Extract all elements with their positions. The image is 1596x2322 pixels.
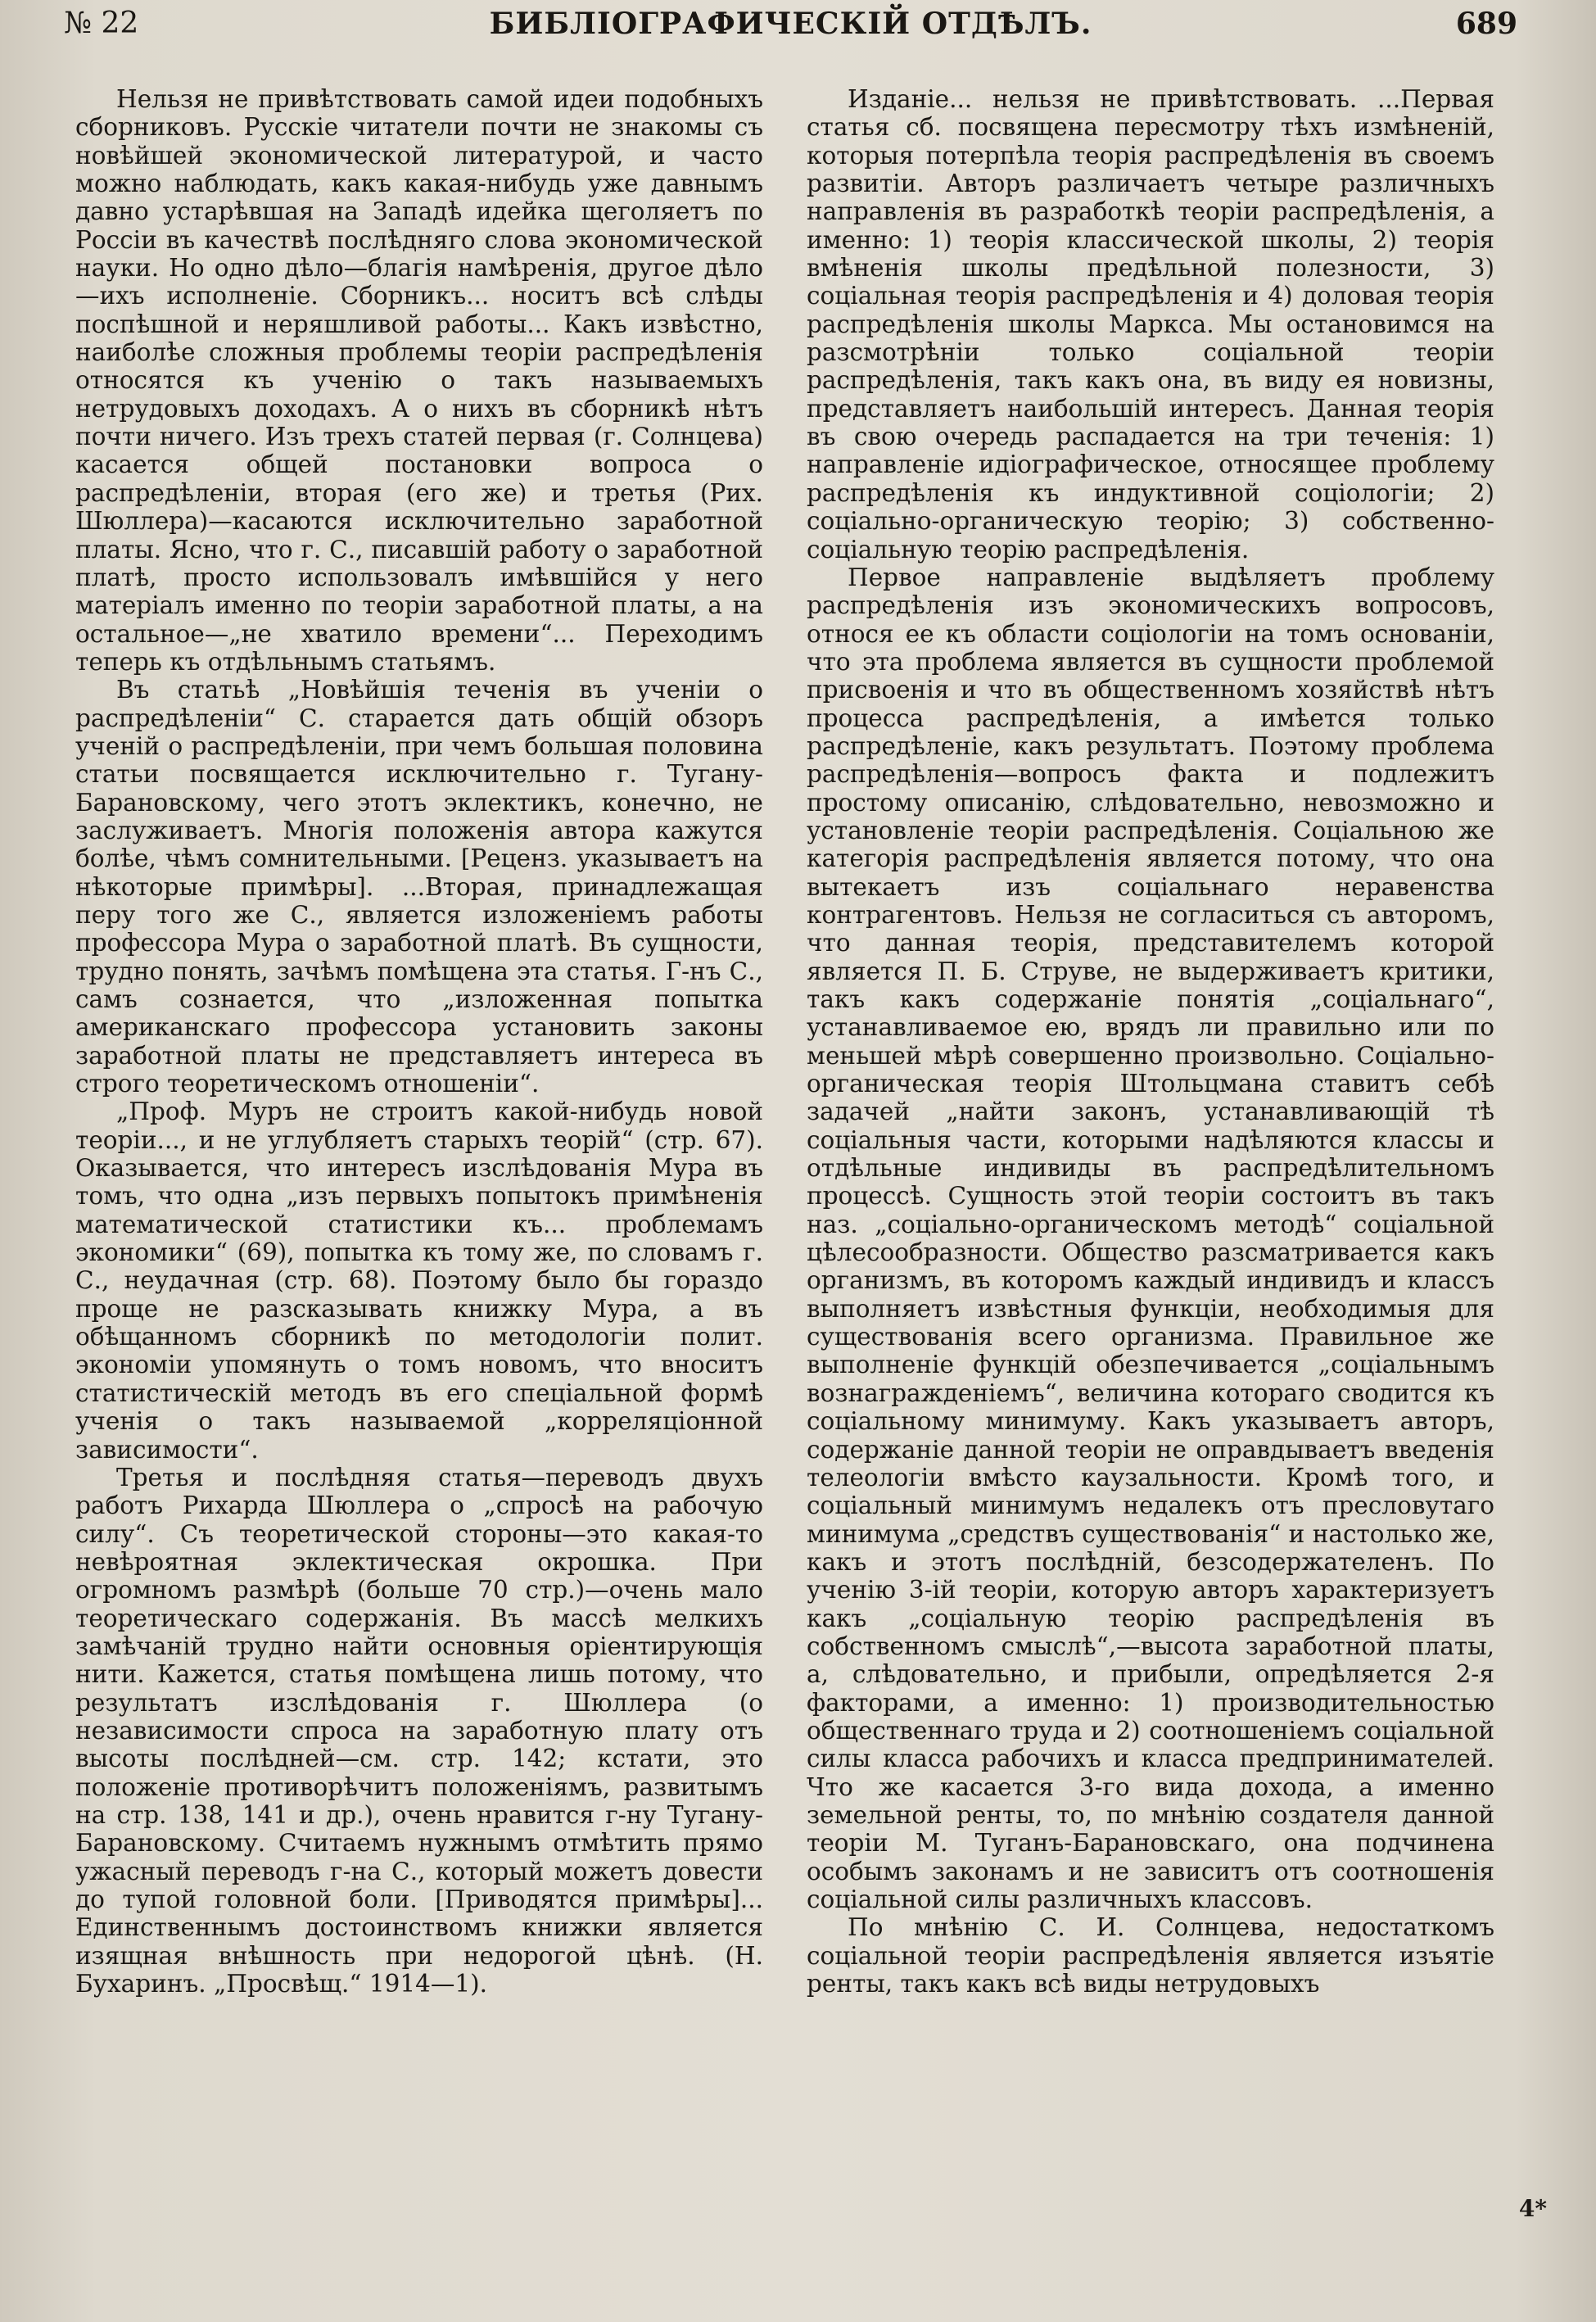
paragraph: Нельзя не привѣтствовать самой идеи подобныхъ сборниковъ. Русскіе читатели почти не знакомы съ новѣйшей экономической литературой, и часто можно наблюдать, какъ какая-нибудь уже давнымъ давно устарѣвшая на Западѣ идейка щеголяетъ по Россіи въ качествѣ послѣдняго слова экономической науки. Но одно дѣло—благія намѣренія, другое дѣло—ихъ исполненіе. Сборникъ... носитъ всѣ слѣды поспѣшной и неряшливой работы... Какъ извѣстно, наиболѣе сложныя проблемы теоріи распредѣленія относятся къ ученію о такъ называемыхъ нетрудовыхъ доходахъ. А о нихъ въ сборникѣ нѣтъ почти ничего. Изъ трехъ статей первая (г. Солнцева) касается общей постановки вопроса о распредѣленіи, вторая (его же) и третья (Рих. Шюллера)—касаются исключительно заработной платы. Ясно, что г. С., писавшій работу о заработной платѣ, просто использовалъ имѣвшійся у него матеріалъ именно по теоріи заработной платы, а на остальное—„не хватило времени“... Переходимъ теперь къ отдѣльнымъ статьямъ. <box>75 85 763 676</box>
paragraph: Третья и послѣдняя статья—переводъ двухъ работъ Рихарда Шюллера о „спросѣ на рабочую силу“. Съ теоретической стороны—это какая-то невѣроятная эклектическая окрошка. При огромномъ размѣрѣ (больше 70 стр.)—очень мало теоретическаго содержанія. Въ массѣ мелкихъ замѣчаній трудно найти основныя оріентирующія нити. Кажется, статья помѣщена лишь потому, что результатъ изслѣдованія г. Шюллера (о независимости спроса на заработную плату отъ высоты послѣдней—см. стр. 142; кстати, это положеніе противорѣчитъ положеніямъ, развитымъ на стр. 138, 141 и др.), очень нравится г-ну Тугану-Барановскому. Считаемъ нужнымъ отмѣтить прямо ужасный переводъ г-на С., который можетъ довести до тупой головной боли. [Приводятся примѣры]... Единственнымъ достоинствомъ книжки является изящная внѣшность при недорогой цѣнѣ. (Н. Бухаринъ. „Просвѣщ.“ 1914—1). <box>75 1463 763 1998</box>
left-column <box>75 85 763 1998</box>
signature-mark: 4* <box>1518 2195 1547 2222</box>
right-column <box>807 85 1494 1998</box>
paragraph: „Проф. Муръ не строитъ какой-нибудь новой теоріи..., и не углубляетъ старыхъ теорій“ (стр. 67). Оказывается, что интересъ изслѣдованія Мура въ томъ, что одна „изъ первыхъ попытокъ примѣненія математической статистики къ... проблемамъ экономики“ (69), попытка къ тому же, по словамъ г. С., неудачная (стр. 68). Поэтому было бы гораздо проще не разсказывать книжку Мура, а въ обѣщанномъ сборникѣ по методологіи полит. экономіи упомянуть о томъ новомъ, что вноситъ статистическій методъ въ его спеціальной формѣ ученія о такъ называемой „корреляціонной зависимости“. <box>75 1098 763 1464</box>
running-header <box>64 7 1517 49</box>
paragraph: Изданіе... нельзя не привѣтствовать. ...Первая статья сб. посвящена пересмотру тѣхъ измѣненій, которыя потерпѣла теорія распредѣленія въ своемъ развитіи. Авторъ различаетъ четыре различныхъ направленія въ разработкѣ теоріи распредѣленія, а именно: 1) теорія классической школы, 2) теорія вмѣненія школы предѣльной полезности, 3) соціальная теорія распредѣленія и 4) доловая теорія распредѣленія школы Маркса. Мы остановимся на разсмотрѣніи только соціальной теоріи распредѣленія, такъ какъ она, въ виду ея новизны, представляетъ наибольшій интересъ. Данная теорія въ свою очередь распадается на три теченія: 1) направленіе идіографическое, относящее проблему распредѣленія къ индуктивной соціологіи; 2) соціально-органическую теорію; 3) собственно-соціальную теорію распредѣленія. <box>807 85 1494 564</box>
paragraph: Въ статьѣ „Новѣйшія теченія въ ученіи о распредѣленіи“ С. старается дать общій обзоръ ученій о распредѣленіи, при чемъ большая половина статьи посвящается исключительно г. Тугану-Барановскому, чего этотъ эклектикъ, конечно, не заслуживаетъ. Многія положенія автора кажутся болѣе, чѣмъ сомнительными. [Реценз. указываетъ на нѣкоторые примѣры]. ...Вторая, принадлежащая перу того же С., является изложеніемъ работы профессора Мура о заработной платѣ. Въ сущности, трудно понять, зачѣмъ помѣщена эта статья. Г-нъ С., самъ сознается, что „изложенная попытка американскаго профессора установить законы заработной платы не представляетъ интереса въ строго теоретическомъ отношеніи“. <box>75 676 763 1098</box>
paragraph: Первое направленіе выдѣляетъ проблему распредѣленія изъ экономическихъ вопросовъ, относя ее къ области соціологіи на томъ основаніи, что эта проблема является въ сущности проблемой присвоенія и что въ общественномъ хозяйствѣ нѣтъ процесса распредѣленія, а имѣется только распредѣленіе, какъ результатъ. Поэтому проблема распредѣленія—вопросъ факта и подлежитъ простому описанію, слѣдовательно, невозможно и установленіе теоріи распредѣленія. Соціальною же категорія распредѣленія является потому, что она вытекаетъ изъ соціальнаго неравенства контрагентовъ. Нельзя не согласиться съ авторомъ, что данная теорія, представителемъ которой является П. Б. Струве, не выдерживаетъ критики, такъ какъ содержаніе понятія „соціальнаго“, устанавливаемое ею, врядъ ли правильно или по меньшей мѣрѣ совершенно произвольно. Соціально-органическая теорія Штольцмана ставитъ себѣ задачей „найти законъ, устанавливающій тѣ соціальныя части, которыми надѣляются классы и отдѣльные индивиды въ распредѣлительномъ процессѣ. Сущность этой теоріи состоитъ въ такъ наз. „соціально-органическомъ методѣ“ соціальной цѣлесообразности. Общество разсматривается какъ организмъ, въ которомъ каждый индивидъ и классъ выполняетъ извѣстныя функціи, необходимыя для существованія всего организма. Правильное же выполненіе функцій обезпечивается „соціальнымъ вознагражденіемъ“, величина котораго сводится къ соціальному минимуму. Какъ указываетъ авторъ, содержаніе данной теоріи не оправдываетъ введенія телеологіи вмѣсто каузальности. Кромѣ того, и соціальный минимумъ недалекъ отъ пресловутаго минимума „средствъ существованія“ и настолько же, какъ и этотъ послѣдній, безсодержателенъ. По ученію 3-ій теоріи, которую авторъ характеризуетъ какъ „соціальную теорію распредѣленія въ собственномъ смыслѣ“,—высота заработной платы, а, слѣдовательно, и прибыли, опредѣляется 2-я факторами, а именно: 1) производительностью общественнаго труда и 2) соотношеніемъ соціальной силы класса рабочихъ и класса предпринимателей. Что же касается 3-го вида дохода, а именно земельной ренты, то, по мнѣнію создателя данной теоріи М. Туганъ-Барановскаго, она подчинена особымъ законамъ и не зависитъ отъ соотношенія соціальной силы различныхъ классовъ. <box>807 563 1494 1913</box>
issue-number: № 22 <box>64 7 139 40</box>
section-title: БИБЛІОГРАФИЧЕСКІЙ ОТДѢЛЪ. <box>489 7 1092 41</box>
paragraph: По мнѣнію С. И. Солнцева, недостаткомъ соціальной теоріи распредѣленія является изъятіе ренты, такъ какъ всѣ виды нетрудовыхъ <box>807 1913 1494 1998</box>
page-number: 689 <box>1455 7 1517 41</box>
